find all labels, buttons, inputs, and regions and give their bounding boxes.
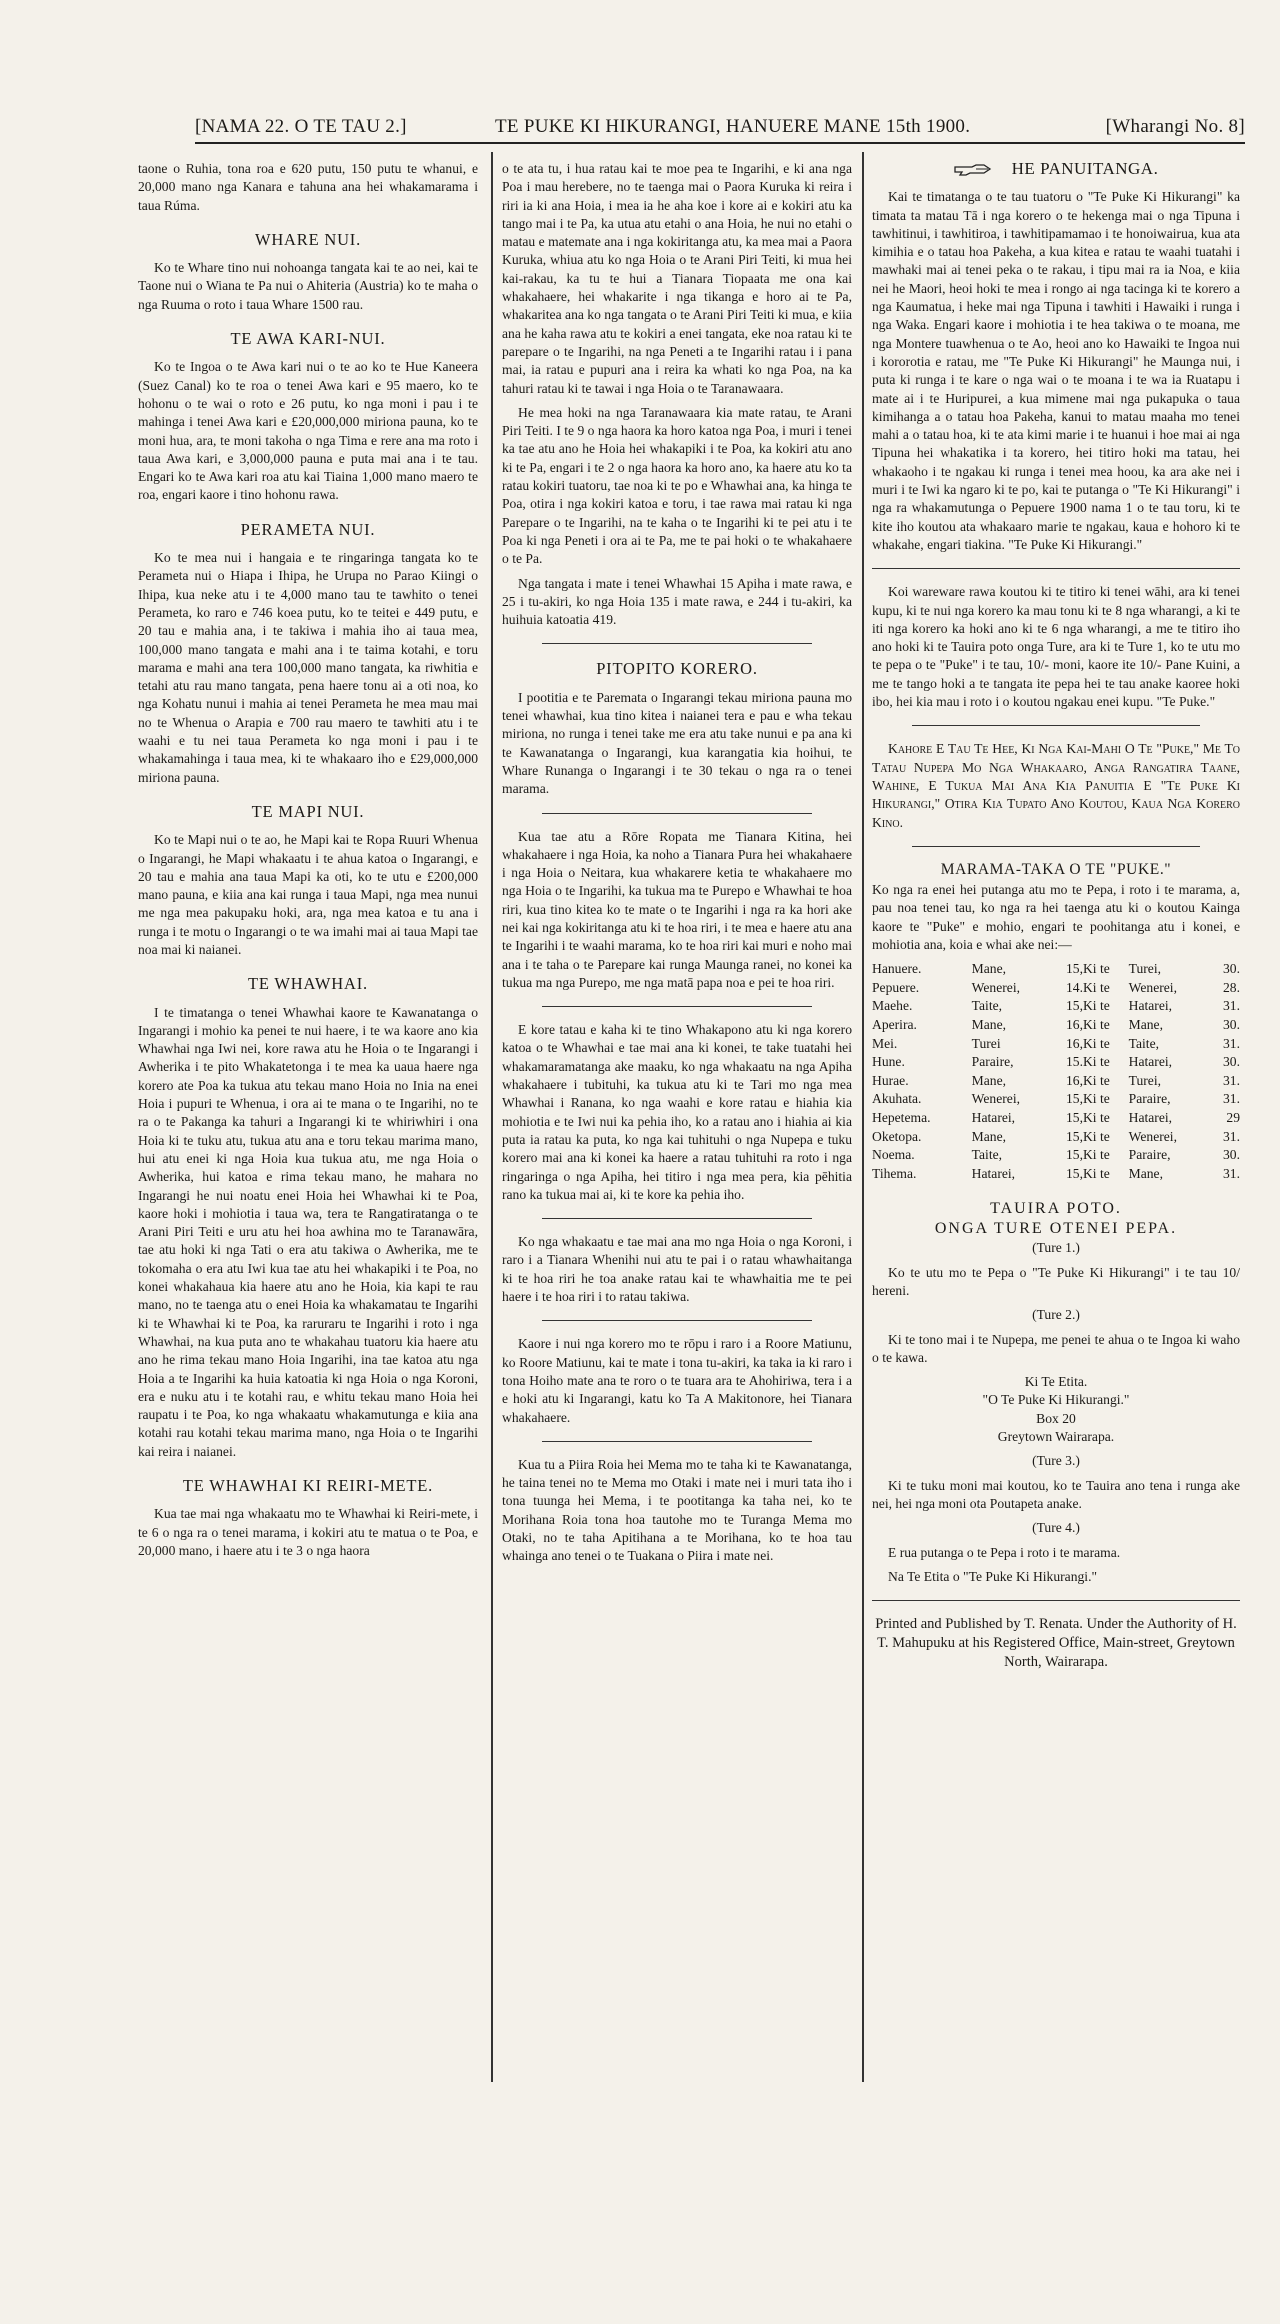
article-text: E kore tatau e kaha ki te tino Whakapono atu ki nga korero katoa o te Whawhai e tae mai ana ki konei, te take tuatahi hei whakamaramatanga ake maaku, ko nga whakaatu na nga Apiha whakahaere i tubituhi, ka tukua atu ki te Tari mo nga mea Whawhai i Ranana, ko nga waahi e kore ratau e hiahia kia mohiotia e te Iwi nui ka pehia iho, ko a ratau ano i hiahia ai kia puta ia ratau ka puta, ko nga kai tuhituhi o nga Nupepa e tuku korero mai ana ki konei ka haere a ratau tuhituhi ra roto i nga ringaringa o nga Apiha, hei titiro i nga mea pera, kia pēhitia rano ka tukua mai ai, ki te kore ka pehia iho. (502, 1022, 852, 1202)
divider (912, 725, 1200, 726)
divider (872, 568, 1240, 569)
article-text: He mea hoki na nga Taranawaara kia mate ratau, te Arani Piri Teiti. I te 9 o nga haora ka horo katoa nga Poa, i muri i tenei ka tae atu ano he Hoia hei whakapiki i te Poa, ka kokiri atu ano ki te Pa, engari i te 2 o nga haora ka horo ano, ka haere atu ko ta ratau kokiri tuatoru, tae noa ki te po e Whawhai ana, ka hinga te Poa, otira i nga kokiri katoa e toru, i tae rawa mai ratau ki nga Parepare o te Ingarihi, na te kaha o te Ingarihi ki te pei atu i te Poa ki nga Peneti i ora ai te Pa, me te pai hoki o te whakahaere o te Pa. (502, 404, 852, 567)
month-name: Hune. (872, 1054, 905, 1070)
calendar-row (872, 1035, 1240, 1054)
connector: Ki te (1082, 998, 1110, 1014)
start-date: 16, (1065, 1072, 1083, 1088)
end-day: Hatarei, (1128, 1054, 1173, 1070)
section-heading (872, 160, 1240, 178)
section-heading: TE MAPI NUI. (251, 801, 365, 821)
calendar-row (872, 1146, 1240, 1165)
section-heading: PERAMETA NUI. (240, 519, 376, 539)
notice-text: Kahore E Tau Te Hee, Ki Nga Kai-Mahi O Te "Puke," Me To Tatau Nupepa Mo Nga Whakaaro, Anga Rangatira Taane, Wahine, E Tukua Mai Ana Kia Panuitia E "Te Puke Ki Hikurangi," Otira Kia Tupato Ano Koutou, Kaua Nga Korero Kino. (872, 741, 1240, 830)
calendar-row (872, 1165, 1240, 1184)
start-day: Mane, (971, 1017, 1007, 1033)
divider (542, 1218, 812, 1219)
article-text: Ko te Mapi nui o te ao, he Mapi kai te Ropa Ruuri Whenua o Ingarangi, he Mapi whakaatu i te ahua katoa o Ingarangi, e 20 tau e mahia ana taua Mapi ka oti, ko te utu e £200,000 mano pauna, e kiia ana kai runga i taua Mapi, nga mea nunui me nga mea pakupaku hoki, ara, nga mea katoa e tu ana i runga i te motu o Ingarangi o te wa imahi mai ai taua Mapi tae noa mai ki naianei. (138, 832, 478, 957)
section-heading: TE WHAWHAI KI REIRI-METE. (182, 1476, 434, 1495)
address-line: Box 20 (1036, 1410, 1076, 1426)
section-heading: TE WHAWHAI. (248, 974, 368, 994)
article-text: Ko te mea nui i hangaia e te ringaringa tangata ko te Perameta nui o Hiapa i Ihipa, he Urupa no Parao Kiingi o Ihipa, kua neke atu i te 4,000 mano tau te tawhito o tenei Perameta, ko raro e 746 koea putu, ko te teitei e 449 putu, e 20 tau e mahia ana, i te takiwa i mahia iho ai taua mea, 100,000 mano tangata e mahi ana i te taima kotahi, e toru marama e mahi ana tera 100,000 mano tangata, ka riwhitia e tetahi atu rau mano tangata, pena haere tonu ai a oti noa, ko nga Kohatu nunui i mahia ai tenei Perameta he mea mau mai no te Whenua o Arapia e 700 rau maero te tawhiti atu i te waahi e tu nei taua Perameta ko nga moni i pau i te whakamahinga i taua mea, ki te whakaaro iho e £29,000,000 miriona pauna. (138, 550, 478, 785)
start-date: 15, (1065, 1128, 1083, 1144)
divider (542, 1320, 812, 1321)
divider (542, 1441, 812, 1442)
connector: Ki te (1082, 1035, 1110, 1051)
imprint: Printed and Published by T. Renata. Under the Authority of H. T. Mahupuku at his Registered Office, Main-street, Greytown North, Wairarapa. (875, 1616, 1237, 1671)
article-text: Ko nga ra enei hei putanga atu mo te Pepa, i roto i te marama, a, pau noa tenei tau, ko nga ra hei taenga atu ki o koutou Kainga kaore te "Puke" e mohio, engari te poohitanga atu i konei, e mohiotia ana, koia e whai ake nei:— (872, 882, 1240, 952)
start-day: Paraire, (971, 1054, 1014, 1070)
end-date: 30. (1223, 1017, 1240, 1033)
start-day: Hatarei, (971, 1165, 1016, 1181)
start-date: 15, (1065, 998, 1083, 1014)
month-name: Hanuere. (872, 961, 922, 977)
connector: Ki te (1082, 1054, 1110, 1070)
page-number: [Wharangi No. 8] (1105, 116, 1245, 137)
start-date: 15. (1065, 1054, 1083, 1070)
article-text: Nga tangata i mate i tenei Whawhai 15 Apiha i mate rawa, e 25 i tu-akiri, ko nga Hoia 135 i mate rawa, e 244 i tu-akiri, ka huihuia katoatia 419. (502, 575, 852, 628)
start-date: 15, (1065, 1110, 1083, 1126)
heading-text: HE PANUITANGA. (1011, 159, 1159, 178)
divider (542, 643, 812, 644)
section-heading: TE AWA KARI-NUI. (230, 329, 386, 349)
start-date: 15, (1065, 1165, 1083, 1181)
calendar-table (872, 960, 1240, 1183)
calendar-row (872, 1016, 1240, 1035)
calendar-row (872, 1109, 1240, 1128)
section-heading: TAUIRA POTO. (990, 1200, 1122, 1218)
start-date: 15, (1065, 961, 1083, 977)
connector: Ki te (1082, 1017, 1110, 1033)
connector: Ki te (1082, 1110, 1110, 1126)
end-date: 28. (1223, 979, 1240, 995)
start-day: Mane, (971, 961, 1007, 977)
end-date: 30. (1223, 1147, 1240, 1163)
end-day: Mane, (1128, 1017, 1163, 1033)
end-day: Turei, (1128, 961, 1161, 977)
end-date: 31. (1223, 1091, 1240, 1107)
start-day: Wenerei, (971, 1091, 1020, 1107)
divider (872, 1600, 1240, 1601)
month-name: Maehe. (872, 998, 913, 1014)
start-day: Mane, (971, 1072, 1007, 1088)
section-heading: WHARE NUI. (254, 229, 362, 249)
start-day: Wenerei, (971, 979, 1020, 995)
rule-label: (Ture 2.) (1032, 1307, 1080, 1323)
connector: Ki te (1082, 979, 1110, 995)
calendar-row (872, 979, 1240, 998)
connector: Ki te (1082, 961, 1110, 977)
page-header (195, 112, 1245, 144)
article-text: I te timatanga o tenei Whawhai kaore te Kawanatanga o Ingarangi i mohio ka penei te nui haere, i te wa kaore ano kia Whawhai nga Iwi nei, kore rawa atu he Hoia o te Ingarangi i Awherika i te pito Whakatetonga i te mea ka uaua haere nga korero ate Poa ka tukua atu tekau mano Hoia no Inia na enei Hoia i pupuri te Whenua, i ora ai te mana o te Ingarihi, no te ra o te Pakanga ka tahuri a Ingarangi ki te whiriwhiri i ona Hoia ki te tuku atu, tukua atu ana e toru tekau marima mano, hui atu enei ki nga Hoia kua tukua atu, me nga Hoia o Awherika, hui katoa e rima tekau mano, he mahara no Ingarangi he nui noatu enei Hoia hei Whawhai ki te Poa, kaore hoki i mohiotia i taua wa, tera te Rangatiratanga o te Arani Piri Teiti e uru atu hei hoa awhina mo te Taranawāra, tae atu hoki ki nga Tati o era atu takiwa o Awherika, me te tokomaha o era atu Iwi kua tae atu hei whakapiki i te Poa, no konei whakahaua kia haere atu ano he Hoia, kia kapi te rau mano, no te taenga atu o enei Hoia ka whakamatau te Ingarihi ki te Whawhai ki te Poa, ka raruraru te Ingarihi i roto i nga Whawhai, na kua puta ano te whakahau tuatoru kia haere atu ano he rima tekau mano Hoia Ingarihi, ina tae katoa atu nga Hoia a te Ingarihi ka huia katoatia ki nga Hoia o nga Koroni, era e nuku atu i te kotahi rau, e whitu tekau mano Hoia hei raupatu i te Poa, ko nga whakaatu whakamutunga e kiia ana kotahi rau kotahi tekau marima mano, nga Hoia o te Ingarihi kai reira i naianei. (138, 1004, 478, 1459)
month-name: Tihema. (872, 1165, 917, 1181)
end-day: Hatarei, (1128, 1110, 1173, 1126)
rule-text: Ko te utu mo te Pepa o "Te Puke Ki Hikurangi" i te tau 10/ hereni. (872, 1264, 1240, 1298)
month-name: Oketopa. (872, 1128, 922, 1144)
start-date: 16, (1065, 1035, 1083, 1051)
month-name: Mei. (872, 1035, 898, 1051)
article-text: Ko te Ingoa o te Awa kari nui o te ao ko te Hue Kaneera (Suez Canal) ko te roa o tenei Awa kari e 95 maero, ko te hohonu o te wai o roto e 26 putu, ko nga moni i pau i te mahinga i tenei Awa kari e £20,000,000 miriona pauna, ko te moni hua, ara, te moni takoha o nga Tima e rere ana ma roto i taua Awa kari, e 3,000,000 pauna e puta mai ana i te tau. Engari ko te Awa kari roa atu kai Tiaina 1,000 mano maero te roa, engari kaore i tino hohonu rawa. (138, 359, 478, 503)
start-day: Taite, (971, 998, 1003, 1014)
column-3 (872, 160, 1240, 1672)
article-text: Kua tae mai nga whakaatu mo te Whawhai ki Reiri-mete, i te 6 o nga ra o tenei marama, i kokiri atu te matua o te Poa, e 20,000 mano, i haere atu i te 3 o nga haora (138, 1506, 478, 1558)
calendar-row (872, 1072, 1240, 1091)
month-name: Akuhata. (872, 1091, 922, 1107)
connector: Ki te (1082, 1165, 1110, 1181)
month-name: Pepuere. (872, 979, 920, 995)
address-line: Greytown Wairarapa. (997, 1429, 1115, 1445)
start-day: Mane, (971, 1128, 1007, 1144)
article-text: taone o Ruhia, tona roa e 620 putu, 150 putu te whanui, e 20,000 mano nga Kanara e tahuna ana hei whakamarama i taua Rúma. (138, 161, 478, 213)
connector: Ki te (1082, 1147, 1110, 1163)
end-date: 29 (1226, 1110, 1240, 1126)
issue-number: [NAMA 22. O TE TAU 2.] (195, 116, 407, 137)
article-text: o te ata tu, i hua ratau kai te moe pea te Ingarihi, e ki ana nga Poa i mau herebere, no te taenga mai o Paora Kuruka ki reira i riri ia ki ana Hoia, i mea ia he aha koe i kore ai e kokiri atu ka tango mai i te Pa, ka utua atu etahi o ana Hoia, he nui no etahi o matau e matemate ana i nga kokiritanga atu, ka mea mai a Paora Kuruka, whiua atu ko nga Hoia o te Arani Piri Teiti, ki mua hei kai-rakau, ka tu te hui a Tianara Tiopaata me ona kai whakahaere, hei whakarite i nga tikanga e horo ai te Pa, whakaritea ana ko nga tangata o te Arani Piri Teiti ki mua, e kiia ana he kaha rawa atu te kokiri a enei tangata, eke noa ratau ki te parepare o te Ingarihi, na nga Peneti a te Ingarihi ratau i i pana mai, ia ratau e pupuri ana i reira ka whati ko nga Poa, na ka tahuri ratau ki te tawai i nga Hoia o te Taranawaara. (502, 161, 852, 396)
article-text: I pootitia e te Paremata o Ingarangi tekau miriona pauna mo tenei whawhai, kua tino kitea i naianei tera e pau e wha tekau miriona, no runga i tenei take me era atu take nunui e pa ana ki te Kawanatanga o Ingarangi, kua karangatia kia hoihui, te Whare Runanga o Ingarangi i te 30 tekau o nga ra o tenei marama. (502, 689, 852, 797)
start-date: 15, (1065, 1147, 1083, 1163)
month-name: Noema. (872, 1147, 915, 1163)
pointing-hand-icon (954, 164, 992, 176)
start-day: Turei (971, 1035, 1001, 1051)
rule-label: (Ture 1.) (1032, 1240, 1080, 1256)
end-day: Wenerei, (1128, 979, 1177, 995)
rule-label: (Ture 4.) (1032, 1520, 1080, 1536)
start-date: 16, (1065, 1017, 1083, 1033)
end-day: Turei, (1128, 1072, 1161, 1088)
month-name: Hurae. (872, 1072, 909, 1088)
editor-signature: Na Te Etita o "Te Puke Ki Hikurangi." (888, 1568, 1098, 1584)
section-heading: MARAMA-TAKA O TE "PUKE." (940, 860, 1172, 878)
rule-text: Ki te tuku moni mai koutou, ko te Tauira ano tena i runga ake nei, hei nga moni ota Poutapeta anake. (872, 1477, 1240, 1511)
article-text: Kua tae atu a Rōre Ropata me Tianara Kitina, hei whakahaere i nga Hoia, ka noho a Tianara Pura hei whakahaere i nga Hoia o Neitara, kua whakarere ketia te whakahaere mo nga Hoia o te Ingarihi, ka tukua ma te Purepo e Whawhai te hoa riri, kua tino kitea ko te mate o te Ingarihi i nga ra ka hori ake nei kai nga kokiritanga atu ki te hoa riri, i te mea e haere atu ana te Ingarihi i te waahi marama, ko te hoa riri kai muri e noho mai ana i te taha o te Parepare kai runga Maunga ranei, no konei ka tukua ma nga Purepo, me nga matā papa noa e pei te hoa riri. (502, 828, 852, 990)
start-date: 14. (1065, 979, 1083, 995)
article-text: Koi wareware rawa koutou ki te titiro ki tenei wāhi, ara ki tenei kupu, ki te nui nga korero ka mau tonu ki te 8 nga wharangi, a ki te iti nga korero ka hoki ano ki te 6 nga wharangi, a me te titiro iho ano hoki ki te Tauira poto onga Ture, ara ki te Ture 1, ko te utu mo te pepa o te "Puke" i te tau, 10/- moni, kaore ite 10/- Pane Kuini, a me te tango hoki a te tangata ite pepa hei te tau anake kaoree hoki ibo, hei kia mau i roto i o koutou ngakau enei kupu. "Te Puke." (872, 584, 1240, 710)
end-day: Wenerei, (1128, 1128, 1177, 1144)
month-name: Aperira. (872, 1017, 917, 1033)
rule-text: Ki te tono mai i te Nupepa, me penei te ahua o te Ingoa ki waho o te kawa. (872, 1331, 1240, 1365)
divider (542, 1006, 812, 1007)
article-text: Kai te timatanga o te tau tuatoru o "Te Puke Ki Hikurangi" ka timata ta matau Tā i nga korero o te hekenga mai o nga Tipuna i tawhitinui, i tawhitiroa, i tawhitipamamao i te honoiwairua, kua ata kimihia e o tatau hoa Pakeha, a kua kitea e ratau te waahi tuatahi i mawhaki mai ai tenei peka o te rakau, i tipu mai ra ia Noa, e kiia nei he Maori, heoi hoki te mea i rongo ai nga tacinga ki te korero a nga Kaumatua, i heke mai nga Tipuna i tawhiti i Hawaiki i runga i nga Waka. Engari kaore i mohiotia i te hea takiwa o te moana, me nga Montere tuawhenua o te Ao, heoi ano ko Hawaiki te Ingoa nui i kororotia e ratau, me "Te Puke Ki Hikurangi" he Maunga nui, i puta ki runga i te kare o nga wai o te moana i te wa ia Ruatapu i mate ai i te Huripurei, a kua mimene mai nga pukapuka o taua kimihanga a o tatau hoa Pakeha, kanui to matau maaha mo tenei mahi a o tatau hoa, ki te ata kimi marie i te huanui i hoe mai ai nga Tipuna hei whakatika i ta korero, hei titiro hoki ma tatau, hei whakaoho i te ngakau ki runga i tenei mea hoou, ka ara ake nei i muri i te Iwi ka ngaro ki te po, kai te putanga o "Te Ki Hikurangi" i nga ra whakamutunga o Pepuere 1900 nama 1 o te tau toru, ki te kite iho koutou ata whakaaro marie te ngakau, kaua e hohoro ki te whakahe, engari tiakina. "Te Puke Ki Hikurangi." (872, 189, 1240, 552)
section-heading: PITOPITO KORERO. (596, 659, 758, 679)
end-date: 31. (1223, 1035, 1240, 1051)
calendar-row (872, 997, 1240, 1016)
calendar-row (872, 1053, 1240, 1072)
end-date: 31. (1223, 1165, 1240, 1181)
end-date: 31. (1223, 998, 1240, 1014)
article-text: Kaore i nui nga korero mo te rōpu i raro i a Roore Matiunu, ko Roore Matiunu, kai te mate i tona tu-akiri, ka taka ia ki raro i tona Hoiho mate ana te roro o te tuara ara te Ahohiriwa, tera i a e hoki atu ki Ingarangi, katu ko Ta A Makitonore, hei Tianara whakahaere. (502, 1336, 852, 1425)
rule-text: E rua putanga o te Pepa i roto i te marama. (888, 1544, 1121, 1560)
end-date: 30. (1223, 961, 1240, 977)
address-line: "O Te Puke Ki Hikurangi." (982, 1392, 1130, 1408)
connector: Ki te (1082, 1128, 1110, 1144)
masthead-title: TE PUKE KI HIKURANGI, HANUERE MANE 15th 1900. (495, 116, 971, 137)
article-text: Kua tu a Piira Roia hei Mema mo te taha ki te Kawanatanga, he taina tenei no te Mema mo Otaki i mate nei i muri tata iho i tona tuunga hei Mema, i te pootitanga ka taha nei, ko te Morihana Roia tona hoa tautohe mo te Turanga Mema mo Otaki, no te taha Apitihana a te Morihana, ko te hoa tau whainga ano tenei o te Tuakana o Piira i mate nei. (502, 1456, 852, 1564)
divider (542, 813, 812, 814)
column-rule (491, 152, 493, 2082)
start-day: Hatarei, (971, 1110, 1016, 1126)
column-1 (138, 160, 478, 1566)
calendar-row (872, 1128, 1240, 1147)
article-text: Ko nga whakaatu e tae mai ana mo nga Hoia o nga Koroni, i raro i a Tianara Whenihi nui atu te pai i o ratau whawhaitanga ki te hoa riri he toa anake ratau kai te whawhaitia me te pei haere i te hoa riri i to ratau takiwa. (502, 1234, 852, 1305)
start-day: Taite, (971, 1147, 1003, 1163)
start-date: 15, (1065, 1091, 1083, 1107)
connector: Ki te (1082, 1091, 1110, 1107)
article-text: Ko te Whare tino nui nohoanga tangata kai te ao nei, kai te Taone nui o Wiana te Pa nui o Ahiteria (Austria) ko te maha o nga Ruuma o roto i taua Whare 1500 rau. (138, 260, 478, 312)
rule-label: (Ture 3.) (1032, 1453, 1080, 1469)
end-day: Taite, (1128, 1035, 1160, 1051)
month-name: Hepetema. (872, 1110, 931, 1126)
end-day: Mane, (1128, 1165, 1163, 1181)
end-date: 31. (1223, 1072, 1240, 1088)
column-2 (502, 160, 852, 1572)
section-heading: ONGA TURE OTENEI PEPA. (934, 1220, 1178, 1238)
calendar-row (872, 960, 1240, 979)
end-date: 30. (1223, 1054, 1240, 1070)
calendar-row (872, 1090, 1240, 1109)
column-rule (862, 152, 864, 2082)
end-day: Hatarei, (1128, 998, 1173, 1014)
end-day: Paraire, (1128, 1091, 1171, 1107)
end-day: Paraire, (1128, 1147, 1171, 1163)
address-line: Ki Te Etita. (1024, 1374, 1088, 1390)
divider (912, 846, 1200, 847)
connector: Ki te (1082, 1072, 1110, 1088)
end-date: 31. (1223, 1128, 1240, 1144)
